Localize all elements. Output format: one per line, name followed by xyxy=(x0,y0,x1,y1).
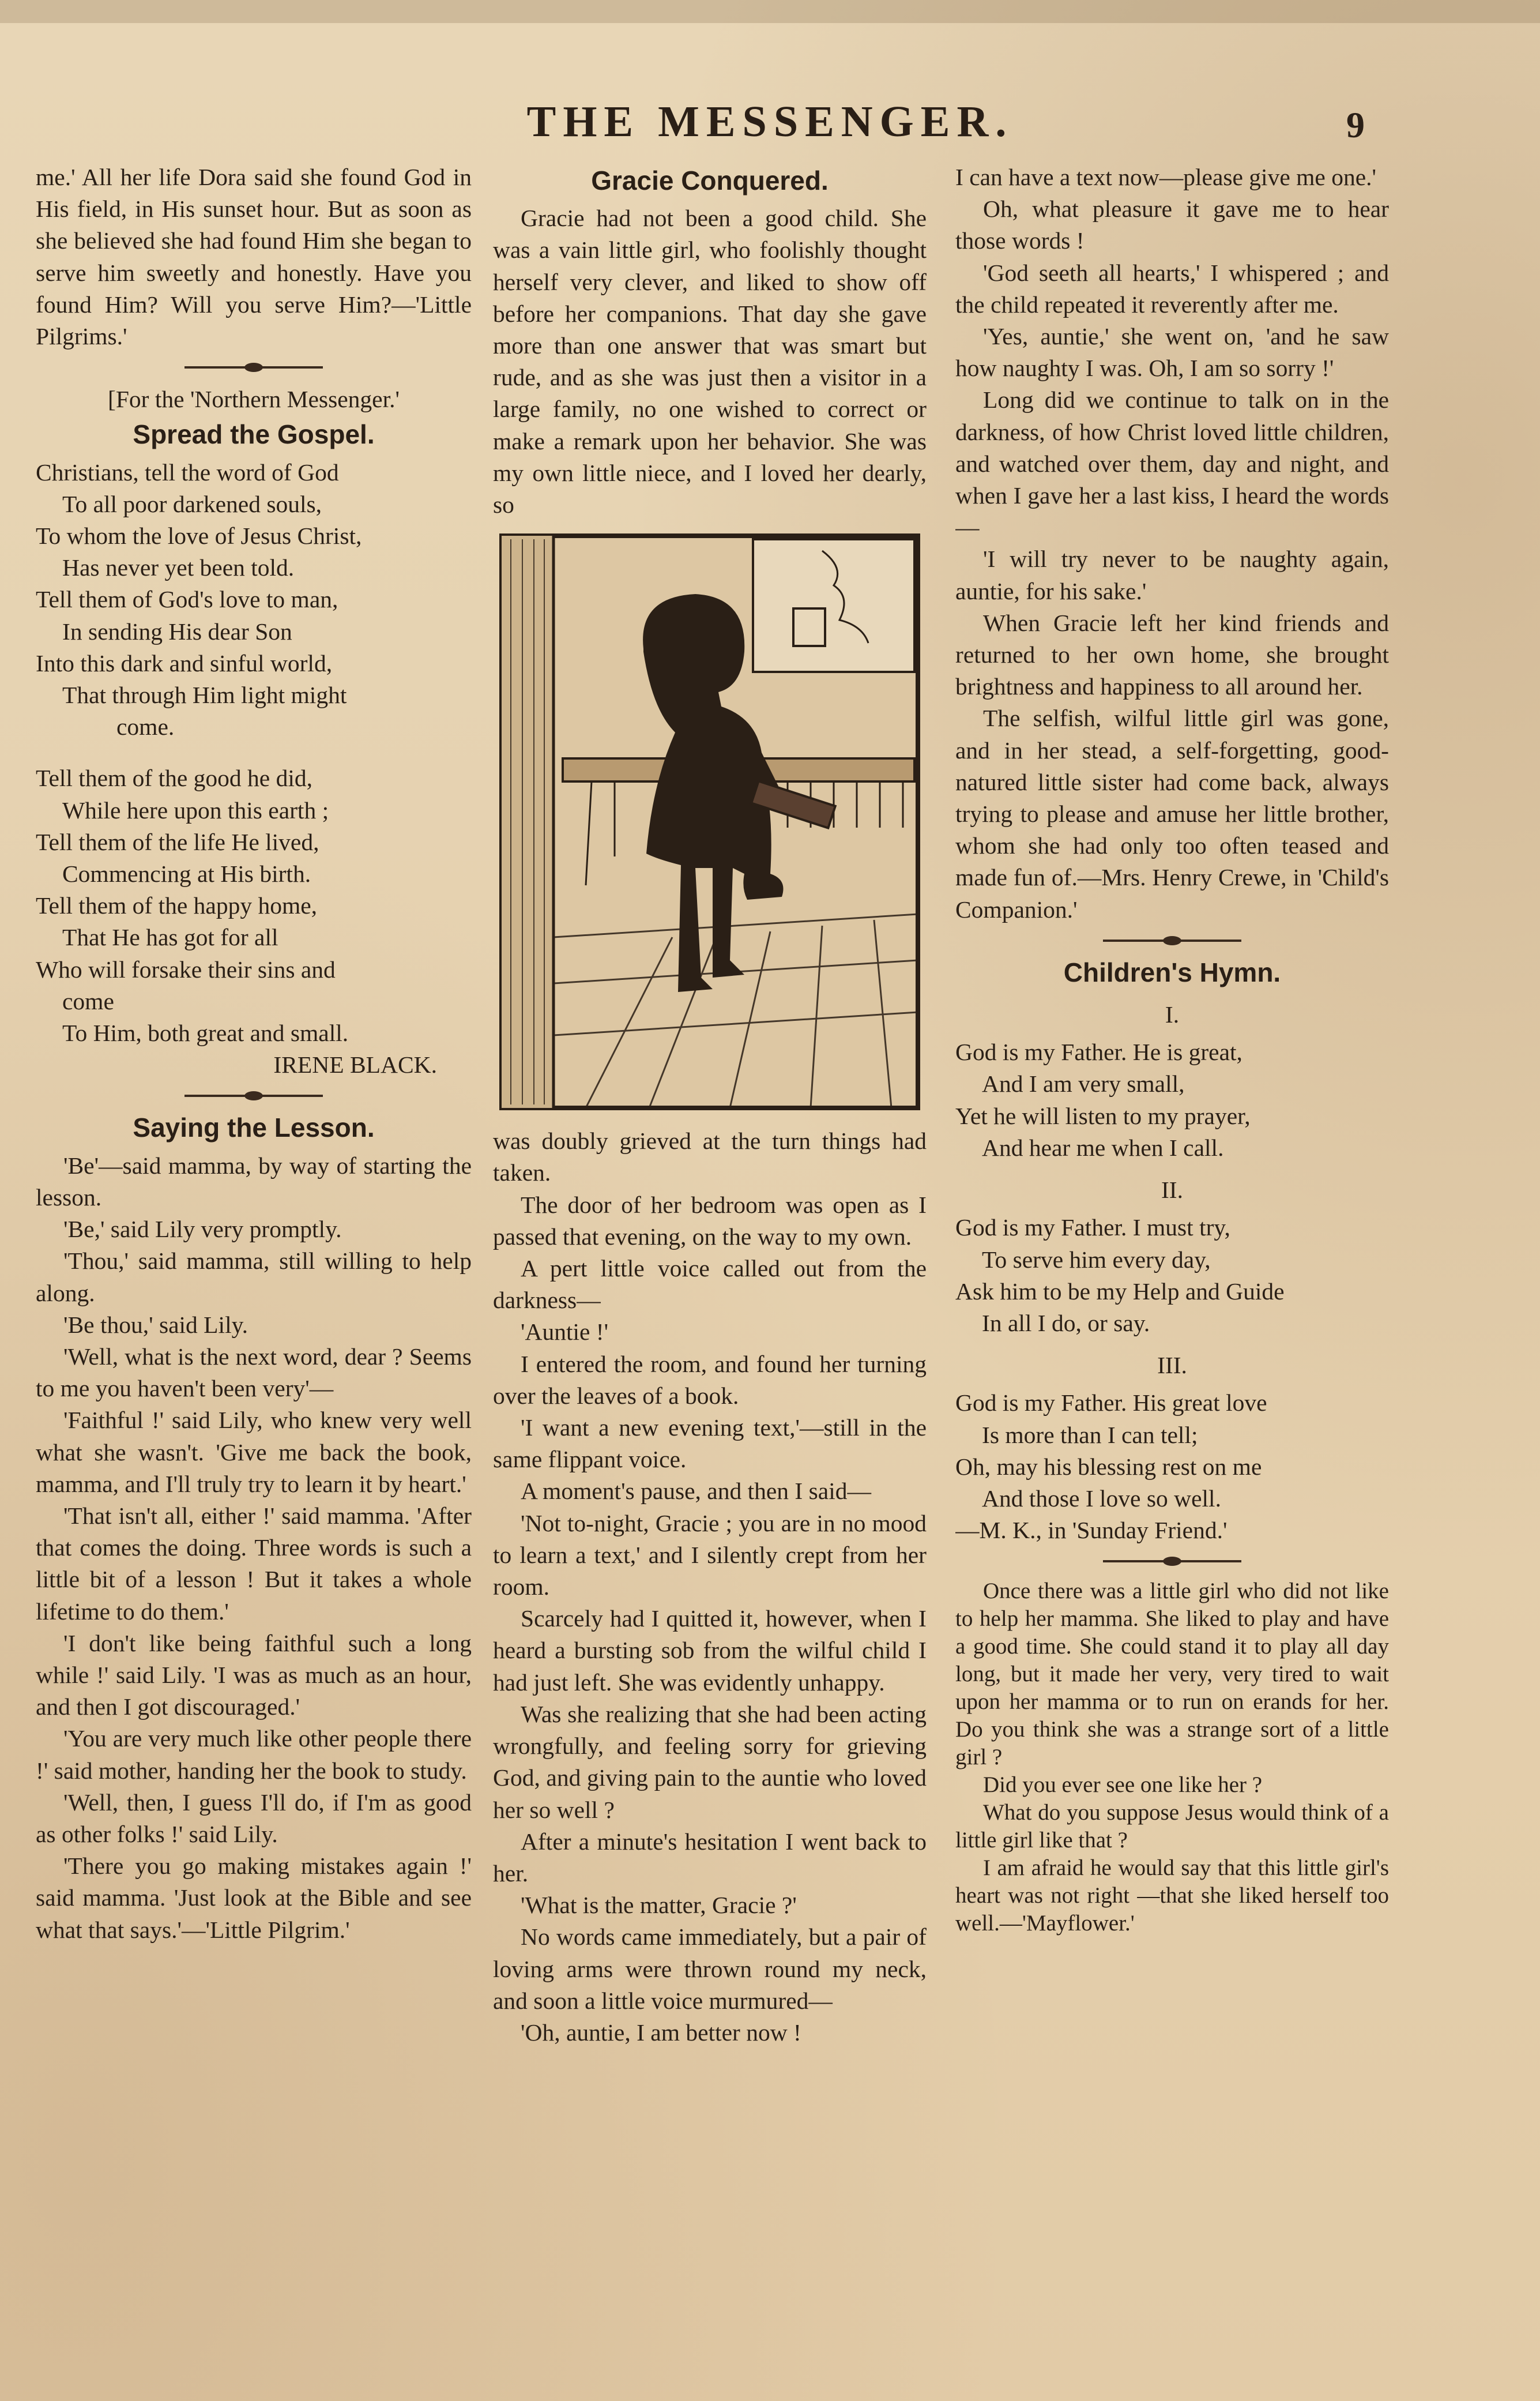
poem-line: That He has got for all xyxy=(62,924,278,951)
poem-line: Tell them of the good he did, xyxy=(36,765,313,792)
stanza-number: III. xyxy=(1157,1352,1187,1379)
paragraph: I am afraid he would say that this little girl's heart was not right —that she liked herself too well.—'Mayflower.' xyxy=(955,1855,1389,1936)
source-note: [For the 'Northern Messenger.' xyxy=(108,386,400,413)
page-number: 9 xyxy=(1346,104,1365,145)
paragraph: 'Faithful !' said Lily, who knew very well what she wasn't. 'Give me back the book, mamma, and I'll truly try to learn it by heart.' xyxy=(36,1407,472,1497)
poem-author: IRENE BLACK. xyxy=(273,1051,437,1079)
poem-line: Tell them of the life He lived, xyxy=(36,828,319,855)
stanza-break xyxy=(36,743,472,762)
poem-line: come xyxy=(62,987,114,1014)
paragraph: 'Be'—said mamma, by way of starting the lesson. xyxy=(36,1152,472,1211)
hymn-line: To serve him every day, xyxy=(982,1246,1211,1273)
hymn-line: God is my Father. I must try, xyxy=(955,1214,1230,1241)
poem xyxy=(36,457,472,1050)
paragraph: Oh, what pleasure it gave me to hear those words ! xyxy=(955,196,1389,254)
poem-line: To whom the love of Jesus Christ, xyxy=(36,523,362,550)
hymn-title: Children's Hymn. xyxy=(1063,957,1281,987)
story-intro: Gracie had not been a good child. She was a vain little girl, who foolishly thought herself very clever, and liked to show off before her companions. That day she gave more than one answer that was smart but rude, and as she was just then a visitor in a large family, no one wished to correct or make a remark upon her behavior. She was my own little niece, and I loved her dearly, so xyxy=(493,205,927,518)
poem-line: Tell them of the happy home, xyxy=(36,892,318,919)
section-divider xyxy=(1103,1560,1241,1562)
poem-line: come. xyxy=(116,713,175,741)
column-middle xyxy=(493,161,927,2307)
section-divider xyxy=(185,1095,323,1097)
paragraph: Once there was a little girl who did not like to help her mamma. She liked to play and have a good time. She could stand it to play all day long, but it made her very, very tired to wait upon her mamma or to run on erands for her. Do you think she was a strange sort of a little girl ? xyxy=(955,1579,1389,1770)
hymn-line: God is my Father. His great love xyxy=(955,1389,1267,1416)
paragraph: A pert little voice called out from the darkness— xyxy=(493,1255,927,1314)
stanza-number: I. xyxy=(1165,1001,1180,1028)
section-divider xyxy=(185,366,323,369)
paragraph: 'Well, what is the next word, dear ? Seems to me you haven't been very'— xyxy=(36,1343,472,1402)
paragraph: 'Be thou,' said Lily. xyxy=(63,1311,248,1338)
poem-line: In sending His dear Son xyxy=(62,618,292,645)
paragraph: 'You are very much like other people there !' said mother, handing her the book to study. xyxy=(36,1725,472,1784)
story-continuation xyxy=(955,161,1389,926)
paragraph: 'I don't like being faithful such a long while !' said Lily. 'I was as much as an hour, and then I got discouraged.' xyxy=(36,1629,472,1720)
paragraph: When Gracie left her kind friends and returned to her own home, she brought brightness and happiness to all around her. xyxy=(955,609,1389,700)
masthead: THE MESSENGER. xyxy=(526,97,1014,146)
hymn-line: God is my Father. He is great, xyxy=(955,1039,1242,1066)
paragraph: 'God seeth all hearts,' I whispered ; and the child repeated it reverently after me. xyxy=(955,259,1389,318)
stanza-number: II. xyxy=(1161,1177,1183,1204)
hymn-source: —M. K., in 'Sunday Friend.' xyxy=(955,1517,1228,1544)
column-right xyxy=(955,161,1389,2307)
paragraph: The door of her bedroom was open as I passed that evening, on the way to my own. xyxy=(493,1191,927,1250)
paragraph: was doubly grieved at the turn things had taken. xyxy=(493,1128,927,1186)
paragraph: 'Well, then, I guess I'll do, if I'm as good as other folks !' said Lily. xyxy=(36,1788,472,1847)
poem-line: To all poor darkened souls, xyxy=(62,490,322,517)
paragraph: 'Not to-night, Gracie ; you are in no mood to learn a text,' and I silently crept from her room. xyxy=(493,1509,927,1600)
paragraph: 'That isn't all, either !' said mamma. 'After that comes the doing. Three words is such a little bit of a lesson ! But it takes a whole lifetime to do them.' xyxy=(36,1502,472,1625)
story-title: Saying the Lesson. xyxy=(133,1113,375,1143)
column-left xyxy=(36,161,472,2307)
illustration-girl-with-book xyxy=(499,533,920,1110)
paragraph: What do you suppose Jesus would think of a little girl like that ? xyxy=(955,1800,1389,1853)
poem-line: Tell them of God's love to man, xyxy=(36,586,338,613)
poem-line: While here upon this earth ; xyxy=(62,796,329,824)
story-body xyxy=(36,1150,472,1946)
paragraph: 'Thou,' said mamma, still willing to help along. xyxy=(36,1248,472,1306)
poem-line: Commencing at His birth. xyxy=(62,861,311,888)
paragraph: I entered the room, and found her turning over the leaves of a book. xyxy=(493,1350,927,1409)
poem-title: Spread the Gospel. xyxy=(133,419,375,450)
paragraph: 'There you go making mistakes again !' said mamma. 'Just look at the Bible and see what that says.'—'Little Pilgrim.' xyxy=(36,1853,472,1943)
poem-line: Who will forsake their sins and xyxy=(36,956,336,983)
paragraph: 'Auntie !' xyxy=(521,1318,609,1346)
section-divider xyxy=(1103,940,1241,942)
paragraph: 'I want a new evening text,'—still in the same flippant voice. xyxy=(493,1414,927,1473)
paragraph: After a minute's hesitation I went back to her. xyxy=(493,1828,927,1887)
paragraph: Did you ever see one like her ? xyxy=(983,1772,1263,1798)
hymn xyxy=(955,999,1389,1515)
poem-line: To Him, both great and small. xyxy=(62,1020,349,1047)
paragraph: 'I will try never to be naughty again, auntie, for his sake.' xyxy=(955,546,1389,604)
hymn-line: Yet he will listen to my prayer, xyxy=(955,1102,1251,1129)
poem-line: Christians, tell the word of God xyxy=(36,459,339,486)
article-ending: me.' All her life Dora said she found God in His field, in His sunset hour. But as soon as she believed she had found Him she began to serve him sweetly and honestly. Have you found Him? Will you serve Him?—'Little Pilgrims.' xyxy=(36,164,472,350)
paragraph: A moment's pause, and then I said— xyxy=(521,1478,871,1505)
closing-story xyxy=(955,1577,1389,1937)
paragraph: I can have a text now—please give me one.' xyxy=(955,164,1376,190)
page-edge-shadow xyxy=(0,0,1540,23)
paragraph: No words came immediately, but a pair of loving arms were thrown round my neck, and soon a little voice murmured— xyxy=(493,1923,927,2014)
hymn-line: And those I love so well. xyxy=(982,1485,1221,1512)
hymn-line: And I am very small, xyxy=(982,1070,1185,1098)
paragraph: Scarcely had I quitted it, however, when I heard a bursting sob from the wilful child I had just left. She was evidently unhappy. xyxy=(493,1605,927,1696)
story-body xyxy=(493,1125,927,2049)
hymn-line: Is more than I can tell; xyxy=(982,1421,1198,1448)
paragraph: Long did we continue to talk on in the darkness, of how Christ loved little children, and watched over them, day and night, and when I gave her a last kiss, I heard the words— xyxy=(955,386,1389,541)
hymn-line: In all I do, or say. xyxy=(982,1309,1150,1336)
poem-line: That through Him light might xyxy=(62,682,347,709)
poem-line: Into this dark and sinful world, xyxy=(36,649,333,677)
hymn-line: And hear me when I call. xyxy=(982,1134,1224,1161)
hymn-line: Ask him to be my Help and Guide xyxy=(955,1277,1285,1305)
paragraph: 'Oh, auntie, I am better now ! xyxy=(521,2019,801,2046)
paragraph: 'Yes, auntie,' she went on, 'and he saw how naughty I was. Oh, I am so sorry !' xyxy=(955,323,1389,382)
story-title: Gracie Conquered. xyxy=(591,166,829,196)
poem-line: Has never yet been told. xyxy=(62,554,295,581)
paragraph: 'What is the matter, Gracie ?' xyxy=(521,1892,797,1919)
paragraph: The selfish, wilful little girl was gone, and in her stead, a self-forgetting, good-natured little sister had come back, always trying to please and amuse her little brother, whom she had only too often teased and made fun of.—Mrs. Henry Crewe, in 'Child's Companion.' xyxy=(955,705,1389,923)
paragraph: Was she realizing that she had been acting wrongfully, and feeling sorry for grieving God, and giving pain to the auntie who loved her so well ? xyxy=(493,1700,927,1823)
hymn-line: Oh, may his blessing rest on me xyxy=(955,1453,1262,1480)
paragraph: 'Be,' said Lily very promptly. xyxy=(63,1216,342,1243)
